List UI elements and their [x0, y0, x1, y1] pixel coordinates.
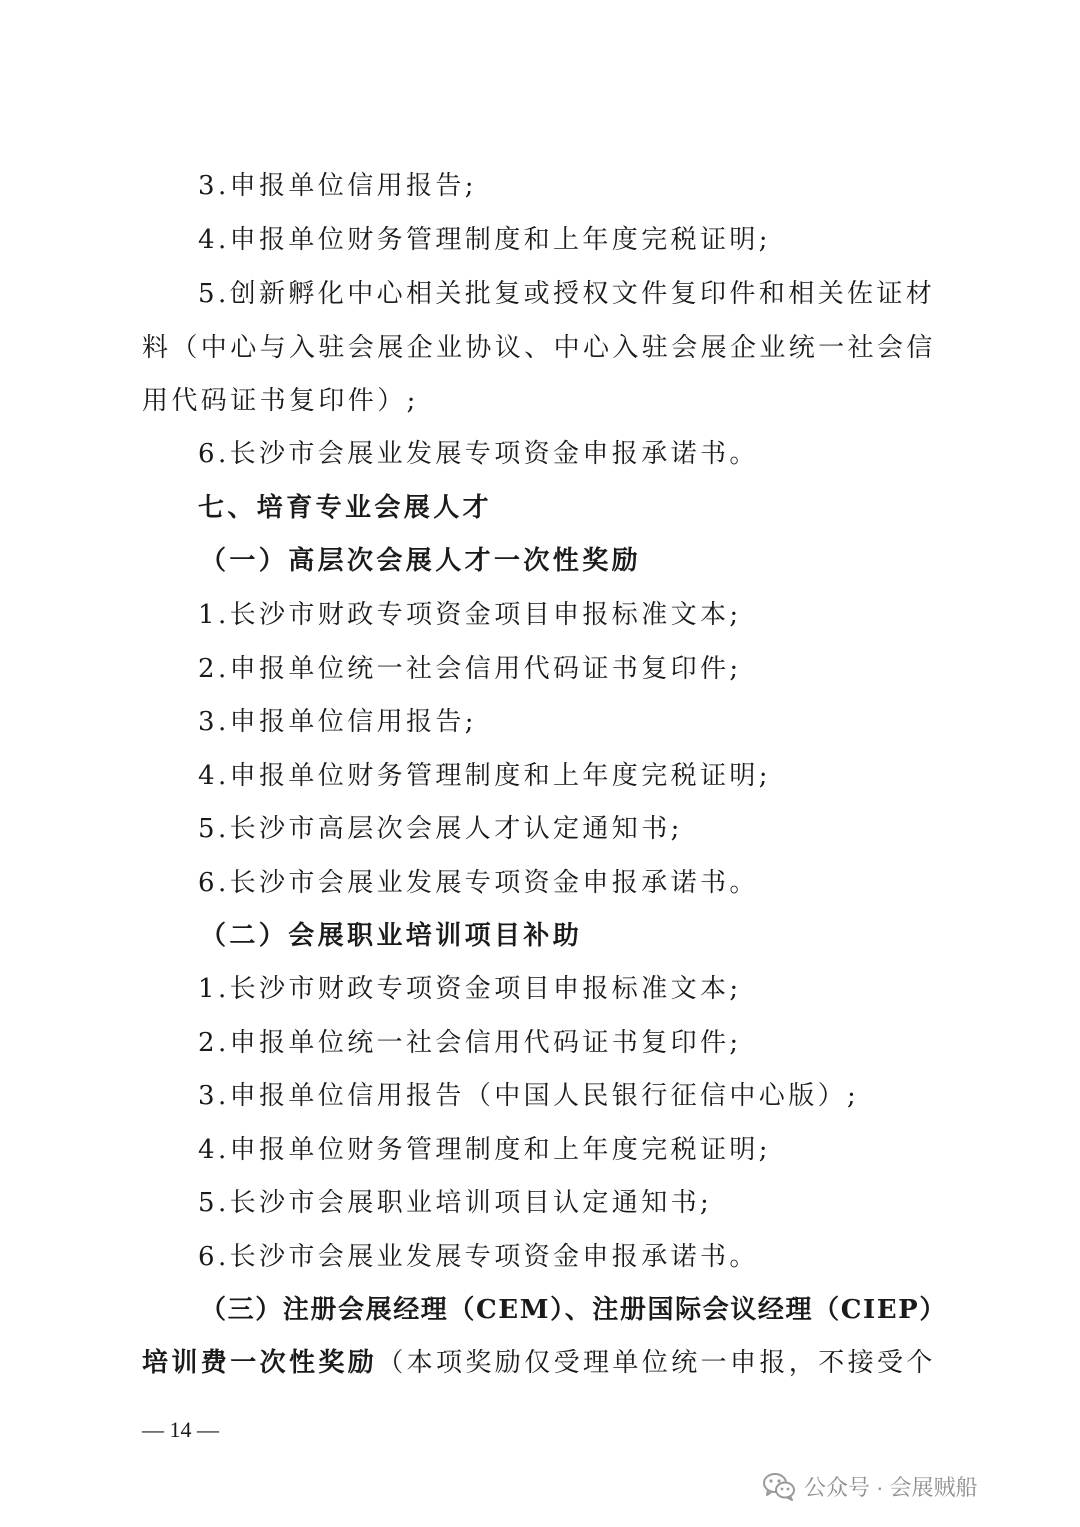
- watermark-text: 公众号 · 会展贼船: [804, 1474, 978, 1500]
- inline-bold-heading: 培训费一次性奖励: [142, 1348, 378, 1378]
- section-heading: 七、培育专业会展人才: [198, 493, 493, 523]
- list-item: 1.长沙市财政专项资金项目申报标准文本;: [198, 974, 742, 1004]
- list-item: 4.申报单位财务管理制度和上年度完税证明;: [198, 1135, 771, 1165]
- subsection-heading: （三）注册会展经理（CEM）、注册国际会议经理（CIEP）: [200, 1295, 947, 1325]
- list-item: 2.申报单位统一社会信用代码证书复印件;: [198, 654, 742, 684]
- paragraph-line: [0, 1343, 1080, 1383]
- list-item: 3.申报单位信用报告（中国人民银行征信中心版）;: [198, 1081, 860, 1111]
- list-item: 3.申报单位信用报告;: [198, 171, 477, 201]
- subsection-heading: （二）会展职业培训项目补助: [200, 921, 583, 951]
- list-item: 5.长沙市会展职业培训项目认定通知书;: [198, 1188, 713, 1218]
- list-item: 4.申报单位财务管理制度和上年度完税证明;: [198, 761, 771, 791]
- list-item: 4.申报单位财务管理制度和上年度完税证明;: [198, 225, 771, 255]
- page-number: — 14 —: [142, 1417, 219, 1442]
- inline-text: （本项奖励仅受理单位统一申报，不接受个: [377, 1348, 936, 1378]
- list-item: 6.长沙市会展业发展专项资金申报承诺书。: [198, 868, 759, 898]
- list-item: 3.申报单位信用报告;: [198, 707, 477, 737]
- list-item: 5.创新孵化中心相关批复或授权文件复印件和相关佐证材: [198, 279, 936, 309]
- list-item: 2.申报单位统一社会信用代码证书复印件;: [198, 1028, 742, 1058]
- list-item-continuation: 料（中心与入驻会展企业协议、中心入驻会展企业统一社会信: [142, 333, 936, 363]
- subsection-heading: （一）高层次会展人才一次性奖励: [200, 546, 642, 576]
- list-item-continuation: 用代码证书复印件）;: [142, 386, 419, 416]
- wechat-icon: [762, 1471, 796, 1501]
- list-item: 6.长沙市会展业发展专项资金申报承诺书。: [198, 1242, 759, 1272]
- list-item: 6.长沙市会展业发展专项资金申报承诺书。: [198, 439, 759, 469]
- watermark: [762, 1466, 978, 1506]
- list-item: 5.长沙市高层次会展人才认定通知书;: [198, 814, 683, 844]
- list-item: 1.长沙市财政专项资金项目申报标准文本;: [198, 600, 742, 630]
